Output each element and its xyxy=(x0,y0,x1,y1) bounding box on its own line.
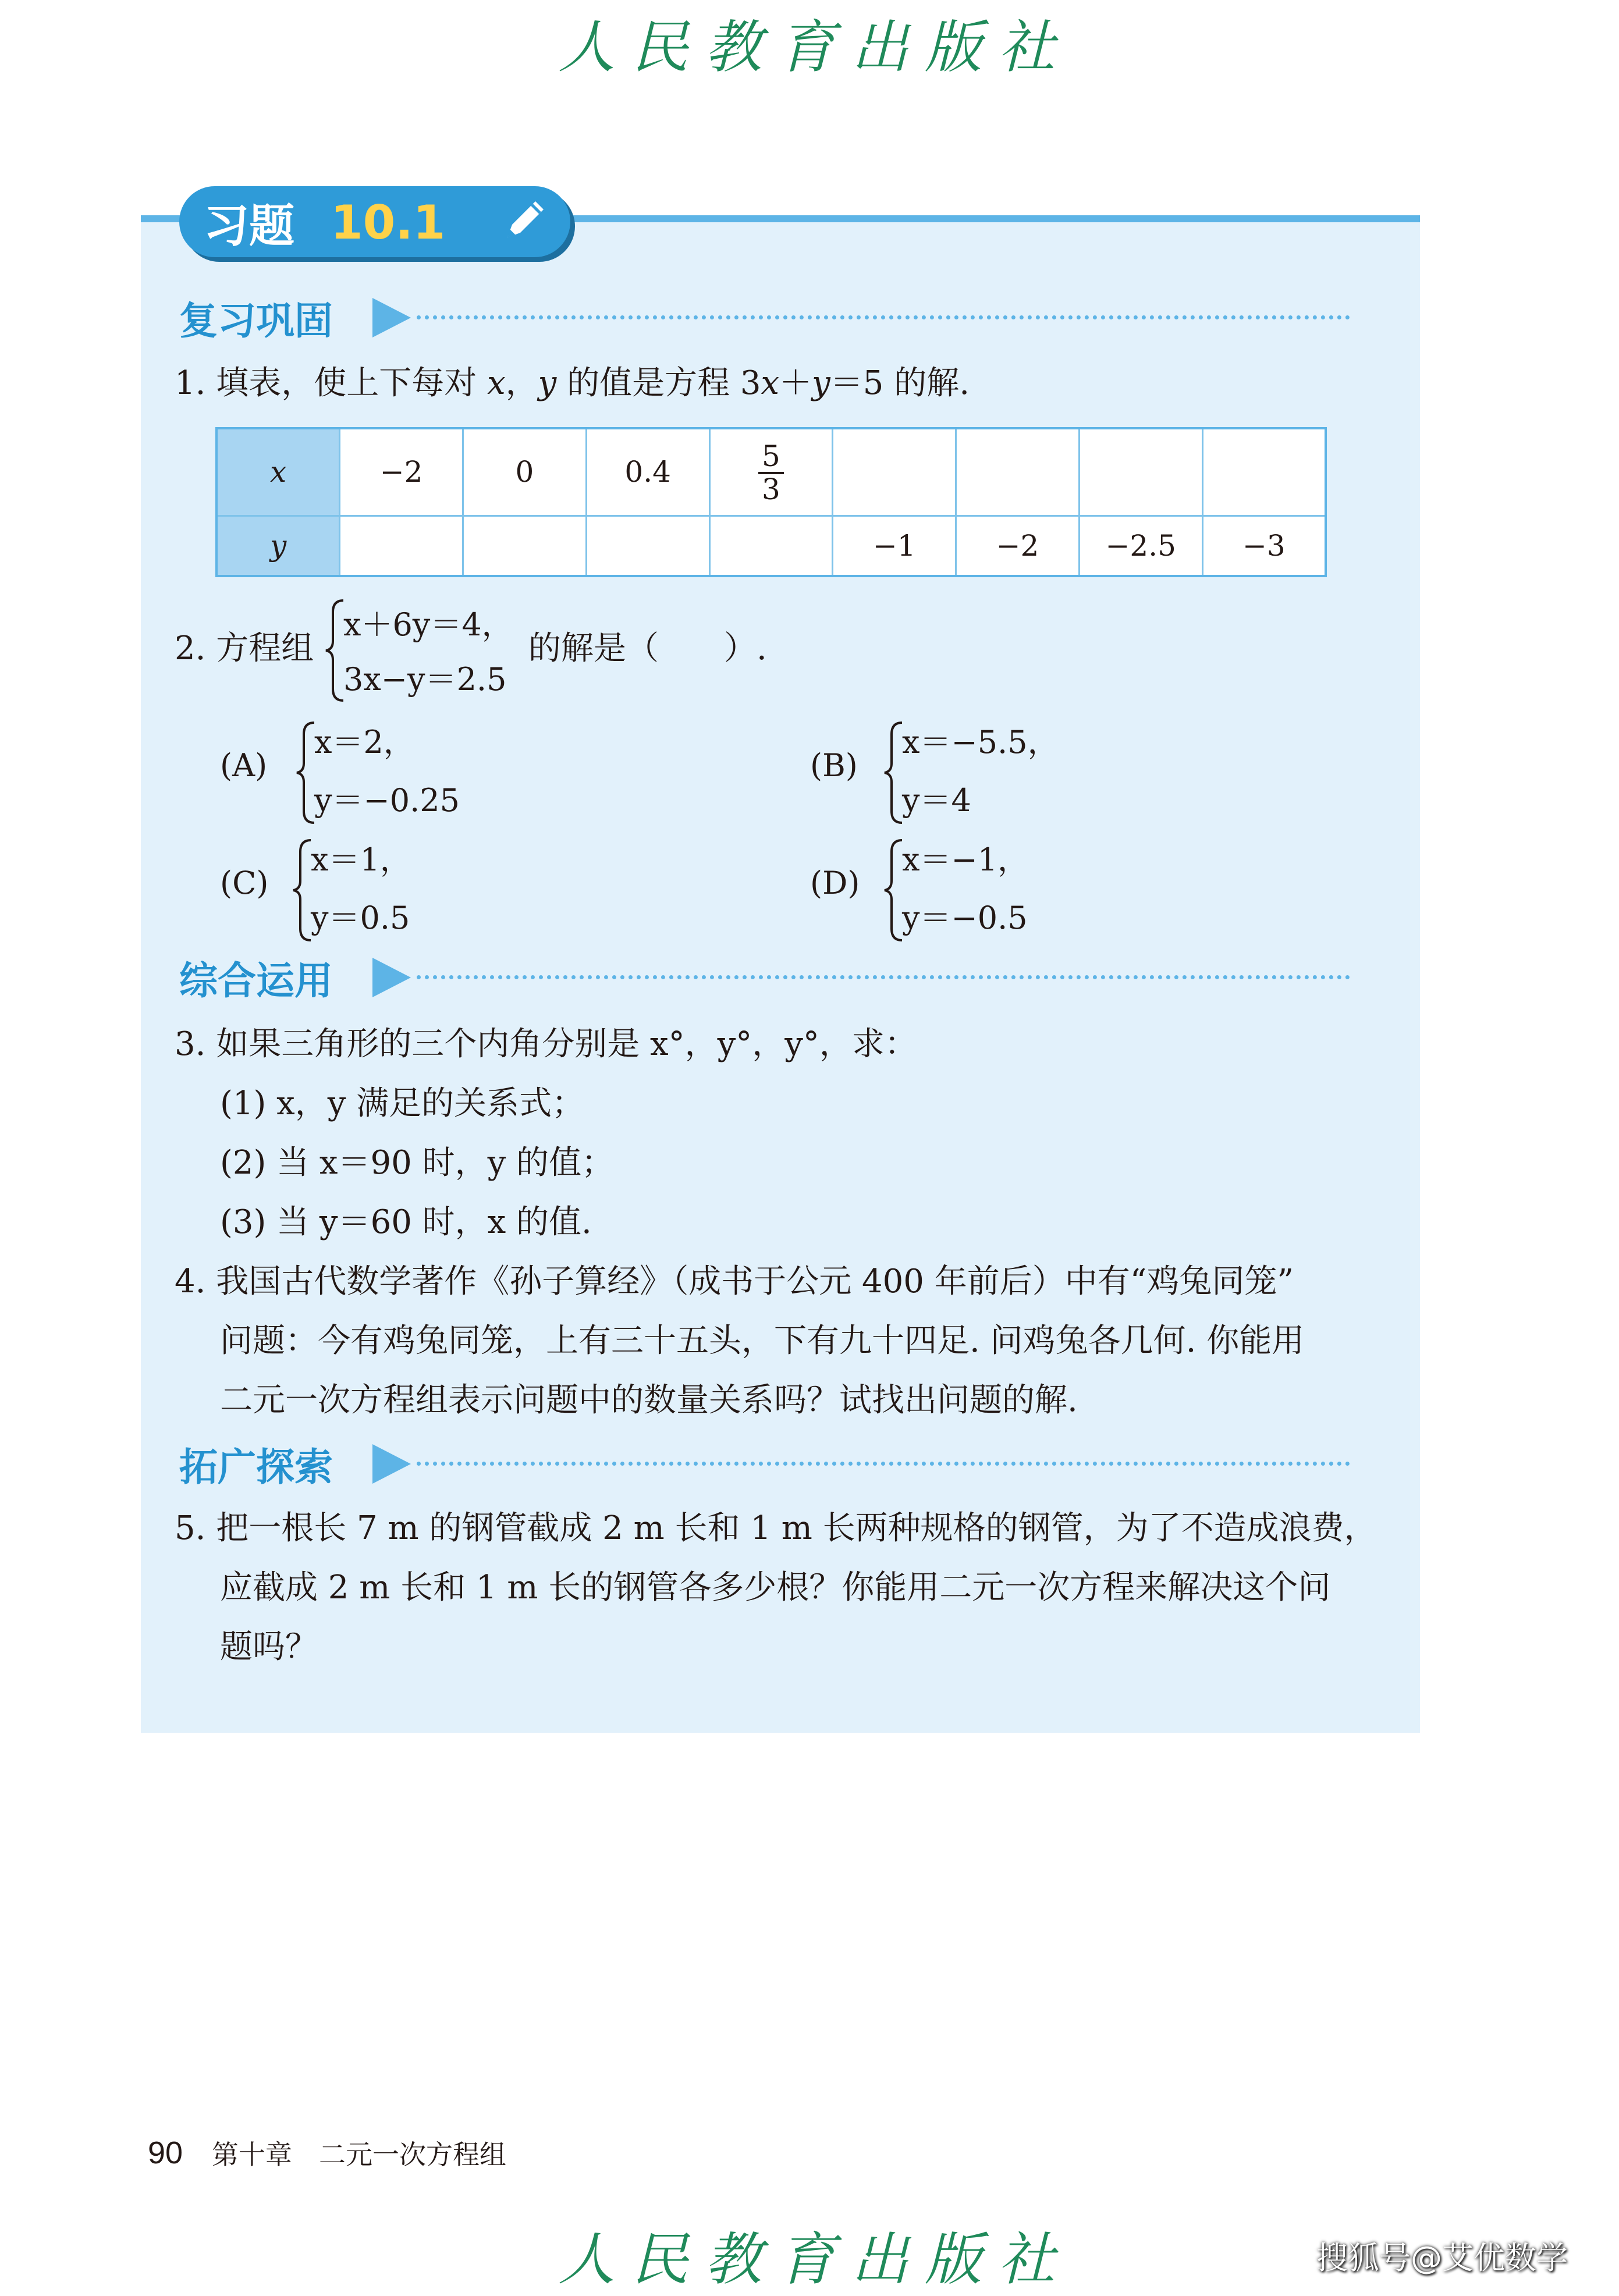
option-d-line-1: x＝−1， xyxy=(902,841,1029,878)
value-table xyxy=(215,427,1327,577)
table-cell: −2 xyxy=(956,516,1080,576)
question-5-line-3: 题吗？ xyxy=(220,1628,318,1666)
table-head-y: y xyxy=(216,516,340,576)
publisher-logo-bottom: 人民教育出版社 xyxy=(558,2226,1072,2293)
table-cell-fraction xyxy=(709,428,833,516)
table-cell: 0 xyxy=(463,428,587,516)
section-divider xyxy=(417,975,1350,979)
section-arrow-icon xyxy=(370,1441,413,1487)
table-cell xyxy=(956,428,1080,516)
option-a-line-1: x＝2， xyxy=(314,724,415,760)
table-row xyxy=(216,516,1326,576)
system-equation-2: 3x−y＝2.5 xyxy=(343,661,507,698)
pencil-icon xyxy=(495,191,553,249)
question-3-part-2: (2) 当 x＝90 时，y 的值； xyxy=(220,1144,615,1182)
option-a-line-2: y＝−0.25 xyxy=(314,782,460,819)
option-d-label: (D) xyxy=(810,865,860,901)
option-c-line-2: y＝0.5 xyxy=(311,900,410,936)
publisher-logo-top: 人民教育出版社 xyxy=(558,14,1072,81)
table-cell: −1 xyxy=(833,516,956,576)
section-heading-explore: 拓广探索 xyxy=(179,1444,333,1490)
exercise-number: 10.1 xyxy=(331,195,446,250)
table-cell xyxy=(340,516,463,576)
table-cell xyxy=(586,516,709,576)
table-cell xyxy=(1079,428,1202,516)
fraction-denominator: 3 xyxy=(762,472,780,506)
option-b-label: (B) xyxy=(810,747,858,784)
system-equation-1: x＋6y＝4， xyxy=(343,606,513,643)
option-c-label: (C) xyxy=(220,865,269,901)
question-1: 1. 填表，使上下每对 x，y 的值是方程 3x＋y＝5 的解. xyxy=(175,364,970,402)
table-cell: −3 xyxy=(1202,516,1326,576)
question-2-tail: 的解是（ ）. xyxy=(528,630,767,667)
question-3: 3. 如果三角形的三个内角分别是 x°，y°，y°，求： xyxy=(175,1025,917,1063)
chapter-title: 第十章 二元一次方程组 xyxy=(212,2139,506,2170)
section-divider xyxy=(417,1462,1350,1466)
option-b-line-1: x＝−5.5， xyxy=(902,724,1059,760)
question-5-line-1: 5. 把一根长 7 m 的钢管截成 2 m 长和 1 m 长两种规格的钢管，为了不造成浪费， xyxy=(175,1509,1377,1547)
page-number: 90 xyxy=(148,2135,183,2170)
table-cell xyxy=(709,516,833,576)
question-3-part-1: (1) x，y 满足的关系式； xyxy=(220,1085,585,1122)
question-3-part-3: (3) 当 y＝60 时，x 的值. xyxy=(220,1203,592,1241)
table-cell xyxy=(463,516,587,576)
question-4-line-1: 4. 我国古代数学著作《孙子算经》（成书于公元 400 年前后）中有“鸡兔同笼” xyxy=(175,1263,1294,1300)
exercise-label: 习题 xyxy=(204,200,295,253)
section-divider xyxy=(417,315,1350,319)
section-arrow-icon xyxy=(370,954,413,1001)
question-4-line-3: 二元一次方程组表示问题中的数量关系吗？试找出问题的解. xyxy=(220,1381,1078,1419)
table-cell xyxy=(1202,428,1326,516)
table-head-x: x xyxy=(216,428,340,516)
table-cell xyxy=(833,428,956,516)
option-b-line-2: y＝4 xyxy=(902,782,971,819)
table-cell: −2 xyxy=(340,428,463,516)
table-cell: −2.5 xyxy=(1079,516,1202,576)
question-4-line-2: 问题：今有鸡兔同笼，上有三十五头，下有九十四足. 问鸡兔各几何. 你能用 xyxy=(220,1322,1305,1360)
section-heading-apply: 综合运用 xyxy=(179,958,333,1003)
question-2-lead: 2. 方程组 xyxy=(175,630,314,667)
question-5-line-2: 应截成 2 m 长和 1 m 长的钢管各多少根？你能用二元一次方程来解决这个问 xyxy=(220,1569,1331,1607)
table-cell: 0.4 xyxy=(586,428,709,516)
fraction-numerator: 5 xyxy=(758,441,784,474)
option-a-label: (A) xyxy=(220,747,268,784)
section-heading-review: 复习巩固 xyxy=(179,298,333,343)
watermark: 搜狐号@艾优数学 xyxy=(1316,2240,1568,2276)
option-c-line-1: x＝1， xyxy=(311,841,411,878)
section-arrow-icon xyxy=(370,294,413,341)
table-row xyxy=(216,428,1326,516)
option-d-line-2: y＝−0.5 xyxy=(902,900,1028,936)
